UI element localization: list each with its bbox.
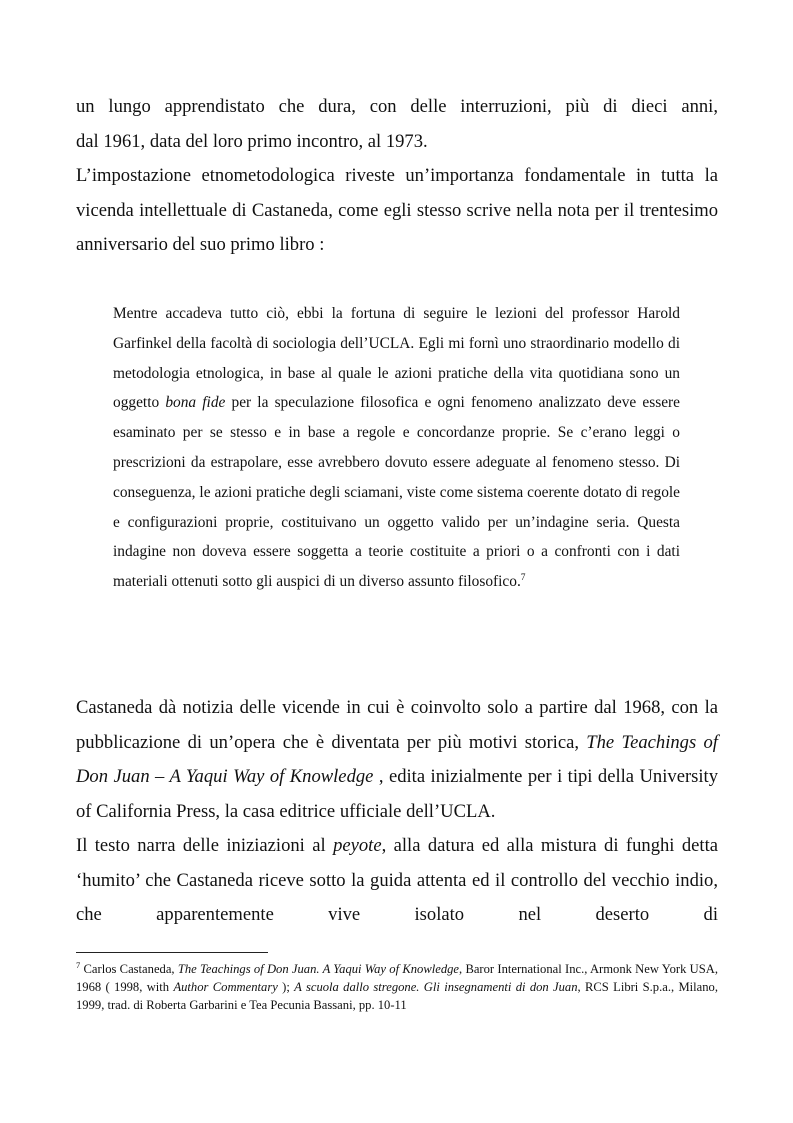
paragraph-publication-text-1: Castaneda dà notizia delle vicende in cui è coinvolto solo a partire dal 1968, con la pubblicazione di un’opera che è diventata per più motivi storica,: [76, 697, 718, 753]
book-title: The Teachings of Don Juan – A Yaqui Way of Knowledge: [76, 731, 718, 787]
paragraph-publication-text-2: , edita inizialmente per i tipi della University of California Press, la casa editrice ufficiale dell’UCLA.: [76, 766, 718, 822]
peyote-term: peyote: [333, 835, 382, 856]
footnote-divider: [76, 952, 268, 953]
paragraph-initiations-text-2: , alla datura ed alla mistura di funghi detta ‘humito’ che Castaneda riceve sotto la guida attenta ed il controllo del vecchio indio, che apparentemente vive isolato nel deserto di: [76, 835, 718, 925]
quote-text-2: per la speculazione filosofica e ogni fenomeno analizzato deve essere esaminato per se stesso e in base a regole e concordanze proprie. Se c’erano leggi o prescrizioni da estrapolare, esse avrebbero dovuto essere adeguate al fenomeno stesso. Di conseguenza, le azioni pratiche degli sciamani, viste come sistema coerente dotato di regole e configurazioni proprie, costituivano un oggetto valido per un’indagine seria. Questa indagine non doveva essere soggetta a teorie costituite a priori o a confronti con i dati materiali ottenuti sotto gli auspici di un diverso assunto filosofico.: [113, 394, 680, 591]
footnote-number: 7: [76, 959, 81, 970]
paragraph-intro: [76, 90, 718, 159]
paragraph-publication: [76, 691, 718, 829]
quote-italic: bona fide: [165, 394, 226, 412]
paragraph-intro-line-1: un lungo apprendistato che dura, con delle interruzioni, più di dieci anni,: [76, 96, 718, 117]
paragraph-ethnomethodology-text: L’impostazione etnometodologica riveste un’importanza fondamentale in tutta la vicenda intellettuale di Castaneda, come egli stesso scrive nella nota per il trentesimo anniversario del suo primo libro :: [76, 165, 718, 255]
paragraph-ethnomethodology: [76, 159, 718, 263]
footnote-italic-2: Author Commentary: [173, 980, 278, 994]
footnote-reference[interactable]: 7: [520, 573, 526, 584]
footnote-text-3: );: [277, 980, 295, 994]
footnote-text-2: , Baror International Inc., Armonk New York USA, 1968 ( 1998, with: [76, 962, 718, 994]
paragraph-intro-line-2: dal 1961, data del loro primo incontro, al 1973.: [76, 130, 428, 152]
paragraph-initiations-text: [76, 829, 718, 933]
footnote: [76, 960, 718, 1014]
footnote-italic-3: A scuola dallo stregone. Gli insegnamenti di don Juan: [294, 980, 578, 994]
block-quote: [113, 299, 680, 597]
paragraph-publication-text: [76, 691, 718, 829]
quote-text-1: Mentre accadeva tutto ciò, ebbi la fortuna di seguire le lezioni del professor Harold Garfinkel della facoltà di sociologia dell’UCLA. Egli mi fornì uno straordinario modello di metodologia etnologica, in base al quale le azioni pratiche della vita quotidiana sono un oggetto: [113, 305, 680, 412]
paragraph-initiations-text-1: Il testo narra delle iniziazioni al: [76, 835, 334, 856]
footnote-text-1: Carlos Castaneda,: [80, 962, 178, 976]
paragraph-initiations: [76, 829, 718, 933]
footnote-italic-1: The Teachings of Don Juan. A Yaqui Way of Knowledge: [177, 962, 460, 976]
footnote-text-4: , RCS Libri S.p.a., Milano, 1999, trad. di Roberta Garbarini e Tea Pecunia Bassani, pp. 10-11: [76, 980, 718, 1012]
